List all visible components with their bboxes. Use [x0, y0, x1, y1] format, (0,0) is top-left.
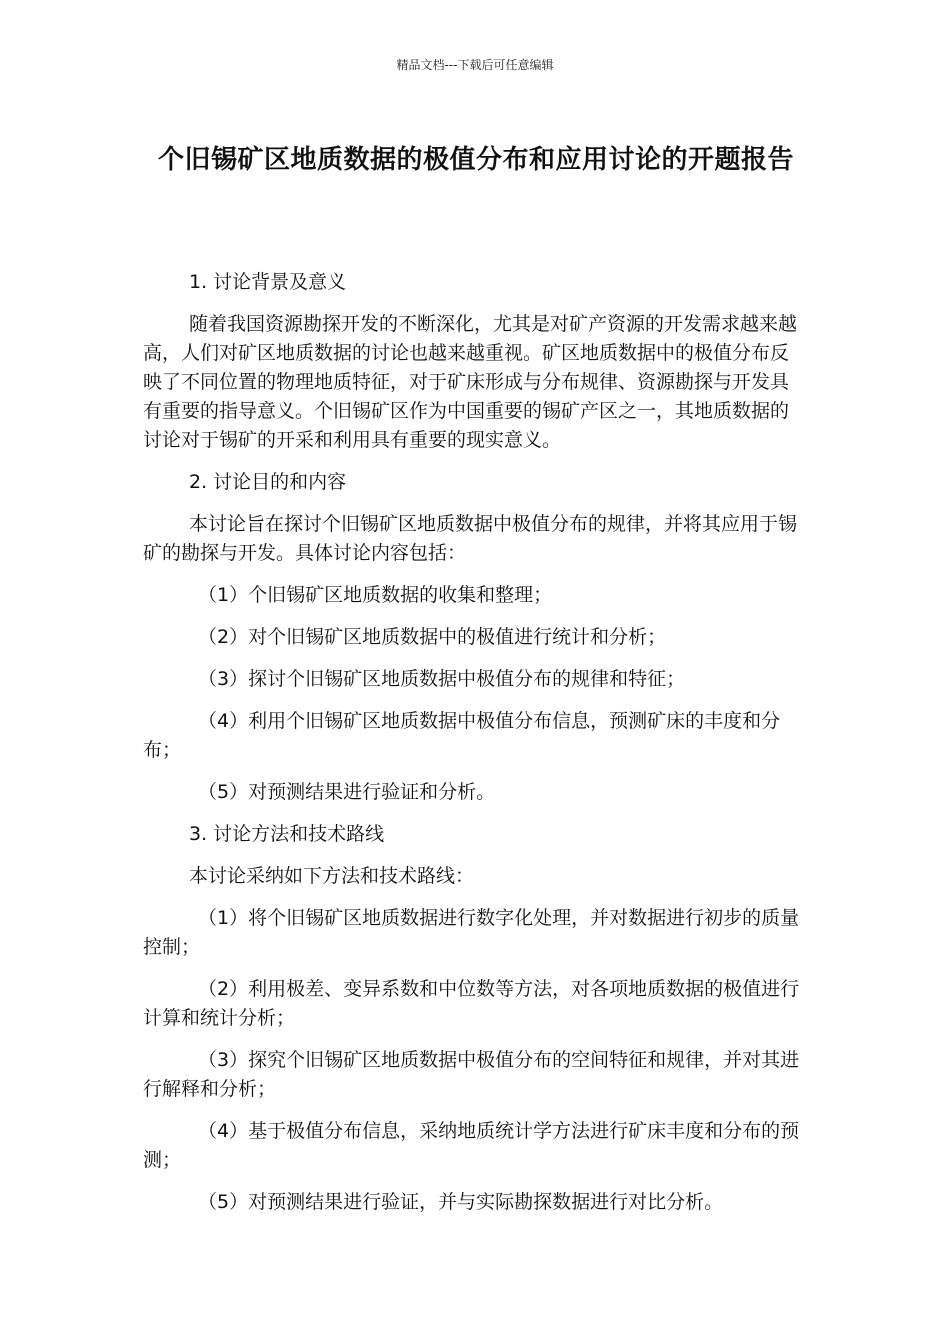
section-3-item: （2）利用极差、变异系数和中位数等方法，对各项地质数据的极值进行计算和统计分析； [143, 978, 800, 1029]
section-2-heading: 2. 讨论目的和内容 [189, 471, 347, 493]
section-3-item: （4）基于极值分布信息，采纳地质统计学方法进行矿床丰度和分布的预测； [143, 1120, 800, 1171]
section-1-heading: 1. 讨论背景及意义 [189, 271, 347, 293]
section-2-item: （4）利用个旧锡矿区地质数据中极值分布信息，预测矿床的丰度和分布； [143, 710, 781, 761]
section-3-item: （3）探究个旧锡矿区地质数据中极值分布的空间特征和规律，并对其进行解释和分析； [143, 1049, 800, 1100]
section-3-item: （5）对预测结果进行验证，并与实际勘探数据进行对比分析。 [198, 1191, 724, 1213]
document-body [143, 268, 807, 1230]
section-2-item: （2）对个旧锡矿区地质数据中的极值进行统计和分析； [198, 626, 667, 648]
section-3-intro: 本讨论采纳如下方法和技术路线： [189, 865, 475, 887]
section-2-item: （1）个旧锡矿区地质数据的收集和整理； [198, 584, 553, 606]
section-2-item: （5）对预测结果进行验证和分析。 [198, 781, 496, 803]
document-title: 个旧锡矿区地质数据的极值分布和应用讨论的开题报告 [157, 145, 794, 175]
section-2-intro: 本讨论旨在探讨个旧锡矿区地质数据中极值分布的规律，并将其应用于锡矿的勘探与开发。具体讨论内容包括： [143, 513, 798, 564]
section-3-heading: 3. 讨论方法和技术路线 [189, 823, 385, 845]
section-3-item: （1）将个旧锡矿区地质数据进行数字化处理，并对数据进行初步的质量控制； [143, 907, 800, 958]
watermark-header: 精品文档---下载后可任意编辑 [396, 58, 554, 72]
section-2-item: （3）探讨个旧锡矿区地质数据中极值分布的规律和特征； [198, 668, 686, 690]
section-1-paragraph: 随着我国资源勘探开发的不断深化，尤其是对矿产资源的开发需求越来越高，人们对矿区地质数据的讨论也越来越重视。矿区地质数据中的极值分布反映了不同位置的物理地质特征，对于矿床形成与分布规律、资源勘探与开发具有重要的指导意义。个旧锡矿区作为中国重要的锡矿产区之一，其地质数据的讨论对于锡矿的开采和利用具有重要的现实意义。 [143, 313, 798, 451]
